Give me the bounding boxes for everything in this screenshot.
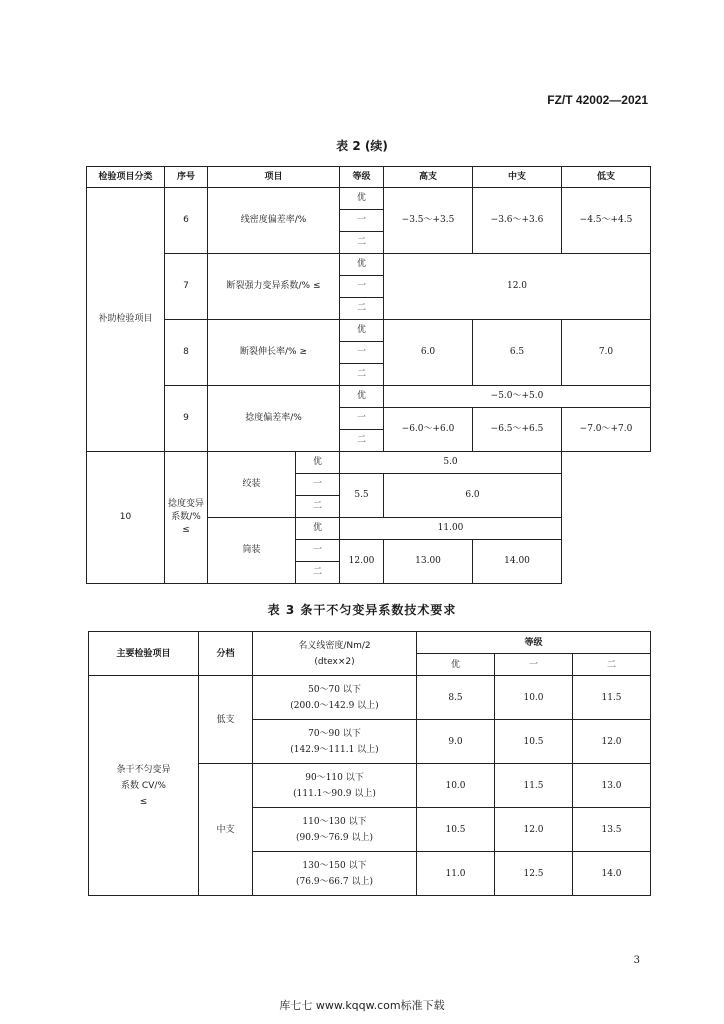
header-seq: 序号 (165, 167, 208, 188)
table3 (88, 631, 651, 896)
density-cell (253, 720, 417, 764)
header-category: 检验项目分类 (87, 167, 165, 188)
grade-cell: 二 (340, 364, 384, 386)
header-high: 高支 (384, 167, 473, 188)
value-cell: −5.0～+5.0 (384, 386, 651, 408)
value-cell: −6.5～+6.5 (473, 408, 562, 452)
value-cell: 13.00 (384, 540, 473, 584)
item-cell: 断裂伸长率/% ≥ (208, 320, 340, 386)
density-line2: (76.9～66.7 以上) (296, 876, 373, 887)
value-cell: 9.0 (417, 720, 495, 764)
density-line2: (90.9～76.9 以上) (296, 832, 373, 843)
value-cell: 13.0 (573, 764, 651, 808)
grade-cell: 一 (296, 474, 340, 496)
value-cell: 6.0 (384, 474, 562, 518)
item-cell: 断裂强力变异系数/% ≤ (208, 254, 340, 320)
value-cell: −7.0～+7.0 (562, 408, 651, 452)
value-cell: 12.0 (384, 254, 651, 320)
page-number: 3 (633, 955, 640, 966)
grade-cell: 一 (340, 408, 384, 430)
grade-cell: 一 (340, 210, 384, 232)
value-cell: 6.0 (384, 320, 473, 386)
density-line2: (111.1～90.9 以上) (293, 788, 376, 799)
density-line1: 110～130 以下 (302, 816, 367, 827)
grade-cell: 二 (340, 232, 384, 254)
header-density (253, 632, 417, 676)
grade-cell: 优 (296, 518, 340, 540)
density-cell (253, 808, 417, 852)
tier-cell: 中支 (199, 764, 253, 896)
main-item-cell (89, 676, 199, 896)
document-code: FZ/T 42002—2021 (547, 93, 648, 107)
header-density-line1: 名义线密度/Nm/2 (298, 640, 371, 651)
value-cell: 10.5 (417, 808, 495, 852)
header-density-line2: (dtex×2) (314, 656, 355, 667)
value-cell: 10.5 (495, 720, 573, 764)
grade-cell: 二 (296, 496, 340, 518)
value-cell: 6.5 (473, 320, 562, 386)
grade-cell: 二 (340, 298, 384, 320)
value-cell: 13.5 (573, 808, 651, 852)
grade-cell: 优 (296, 452, 340, 474)
value-cell: 12.0 (495, 808, 573, 852)
density-cell (253, 764, 417, 808)
value-cell: 12.00 (340, 540, 384, 584)
value-cell: 11.5 (495, 764, 573, 808)
grade-cell: 二 (296, 562, 340, 584)
main-item-line1: 条干不匀变异 (116, 764, 171, 775)
item-cell: 捻度偏差率/% (208, 386, 340, 452)
seq-cell: 9 (165, 386, 208, 452)
value-cell: 10.0 (495, 676, 573, 720)
value-cell: 14.0 (573, 852, 651, 896)
watermark-text[interactable]: 库七七 www.kqqw.com标准下载 (279, 999, 445, 1012)
value-cell: −4.5～+4.5 (562, 188, 651, 254)
header-grade-2: 一 (495, 654, 573, 676)
value-cell: −3.6～+3.6 (473, 188, 562, 254)
tier-cell: 低支 (199, 676, 253, 764)
main-item-line3: ≤ (139, 796, 148, 807)
table3-caption: 表 3 条干不匀变异系数技术要求 (267, 603, 457, 617)
value-cell: 7.0 (562, 320, 651, 386)
grade-cell: 一 (340, 342, 384, 364)
table-row (87, 320, 651, 342)
category-cell: 补助检验项目 (87, 188, 165, 452)
seq-cell: 6 (165, 188, 208, 254)
value-cell: 10.0 (417, 764, 495, 808)
density-cell (253, 852, 417, 896)
value-cell: −3.5～+3.5 (384, 188, 473, 254)
table2 (86, 166, 651, 584)
value-cell: 14.00 (473, 540, 562, 584)
density-line1: 130～150 以下 (302, 860, 367, 871)
item-symbol: ≤ (182, 525, 190, 535)
value-cell: 11.5 (573, 676, 651, 720)
table3-header-row (89, 632, 651, 654)
grade-cell: 二 (340, 430, 384, 452)
seq-cell: 8 (165, 320, 208, 386)
header-tier: 分档 (199, 632, 253, 676)
value-cell: 12.5 (495, 852, 573, 896)
header-grade-3: 二 (573, 654, 651, 676)
sub-type-cell: 绞装 (208, 452, 296, 518)
grade-cell: 一 (340, 276, 384, 298)
density-line2: (200.0～142.9 以上) (290, 700, 379, 711)
grade-cell: 优 (340, 386, 384, 408)
grade-cell: 优 (340, 320, 384, 342)
header-item: 项目 (208, 167, 340, 188)
table2-header-row (87, 167, 651, 188)
header-mid: 中支 (473, 167, 562, 188)
grade-cell: 优 (340, 254, 384, 276)
seq-cell: 7 (165, 254, 208, 320)
value-cell: 5.5 (340, 474, 384, 518)
header-grade: 等级 (340, 167, 384, 188)
header-grade-1: 优 (417, 654, 495, 676)
header-main-item: 主要检验项目 (89, 632, 199, 676)
table-row (87, 254, 651, 276)
grade-cell: 优 (340, 188, 384, 210)
density-line2: (142.9～111.1 以上) (290, 744, 379, 755)
table-row (87, 188, 651, 210)
sub-type-cell: 筒装 (208, 518, 296, 584)
density-cell (253, 676, 417, 720)
table-row (89, 676, 651, 720)
value-cell: 11.0 (417, 852, 495, 896)
header-grade: 等级 (417, 632, 651, 654)
value-cell: 8.5 (417, 676, 495, 720)
table-row (87, 386, 651, 408)
value-cell: 12.0 (573, 720, 651, 764)
value-cell: −6.0～+6.0 (384, 408, 473, 452)
density-line1: 50～70 以下 (308, 684, 361, 695)
item-label: 捻度变异系数/% (167, 499, 204, 522)
value-cell: 11.00 (340, 518, 562, 540)
main-item-line2: 系数 CV/% (121, 780, 166, 791)
header-low: 低支 (562, 167, 651, 188)
table-row (87, 452, 651, 474)
item-cell (165, 452, 208, 584)
item-cell: 线密度偏差率/% (208, 188, 340, 254)
table2-caption: 表 2 (续) (336, 139, 388, 153)
value-cell: 5.0 (340, 452, 562, 474)
grade-cell: 一 (296, 540, 340, 562)
density-line1: 70～90 以下 (308, 728, 361, 739)
seq-cell: 10 (87, 452, 165, 584)
density-line1: 90～110 以下 (305, 772, 364, 783)
